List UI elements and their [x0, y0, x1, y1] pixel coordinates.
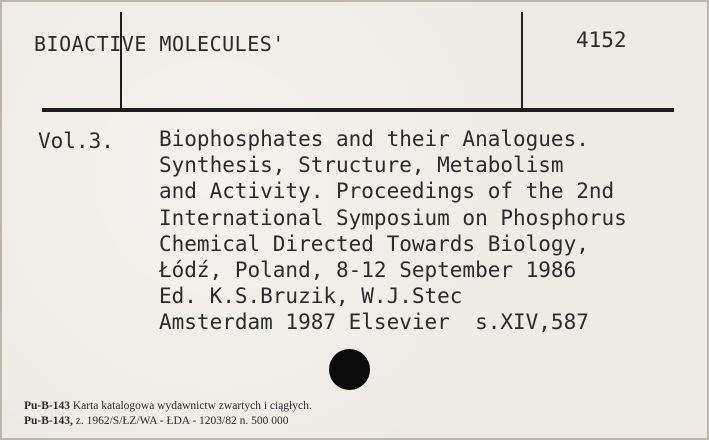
entry-text [159, 126, 709, 336]
entry-line: Ed. K.S.Bruzik, W.J.Stec [159, 284, 463, 309]
punch-hole [329, 349, 370, 390]
footer-text: z. 1962/S/ŁZ/WA - ŁDA - 1203/82 n. 500 000 [75, 415, 289, 427]
catalog-number: 4152 [576, 28, 627, 52]
entry-line: and Activity. Proceedings of the 2nd [159, 179, 615, 204]
header-rule [42, 108, 674, 112]
entry-line: Amsterdam 1987 Elsevier s.XIV,587 [159, 310, 589, 335]
footer-code: Pu-B-143, [24, 415, 73, 427]
card-footer [24, 399, 312, 429]
entry-line: Biophosphates and their Analogues. [159, 127, 589, 151]
entry-line: Łódź, Poland, 8-12 September 1986 [159, 258, 577, 283]
footer-line-1 [24, 399, 312, 414]
volume-label: Vol.3. [38, 129, 114, 153]
left-divider [120, 12, 122, 108]
entry-line: Chemical Directed Towards Biology, [159, 231, 589, 256]
right-divider [521, 12, 523, 108]
category-heading: BIOACTIVE MOLECULES' [34, 32, 285, 56]
footer-line-2 [24, 414, 312, 429]
entry-line: Synthesis, Structure, Metabolism [159, 153, 564, 178]
footer-code: Pu-B-143 [24, 400, 70, 412]
footer-text: Karta katalogowa wydawnictw zwartych i ciągłych. [72, 400, 312, 412]
entry-line: International Symposium on Phosphorus [159, 205, 627, 230]
